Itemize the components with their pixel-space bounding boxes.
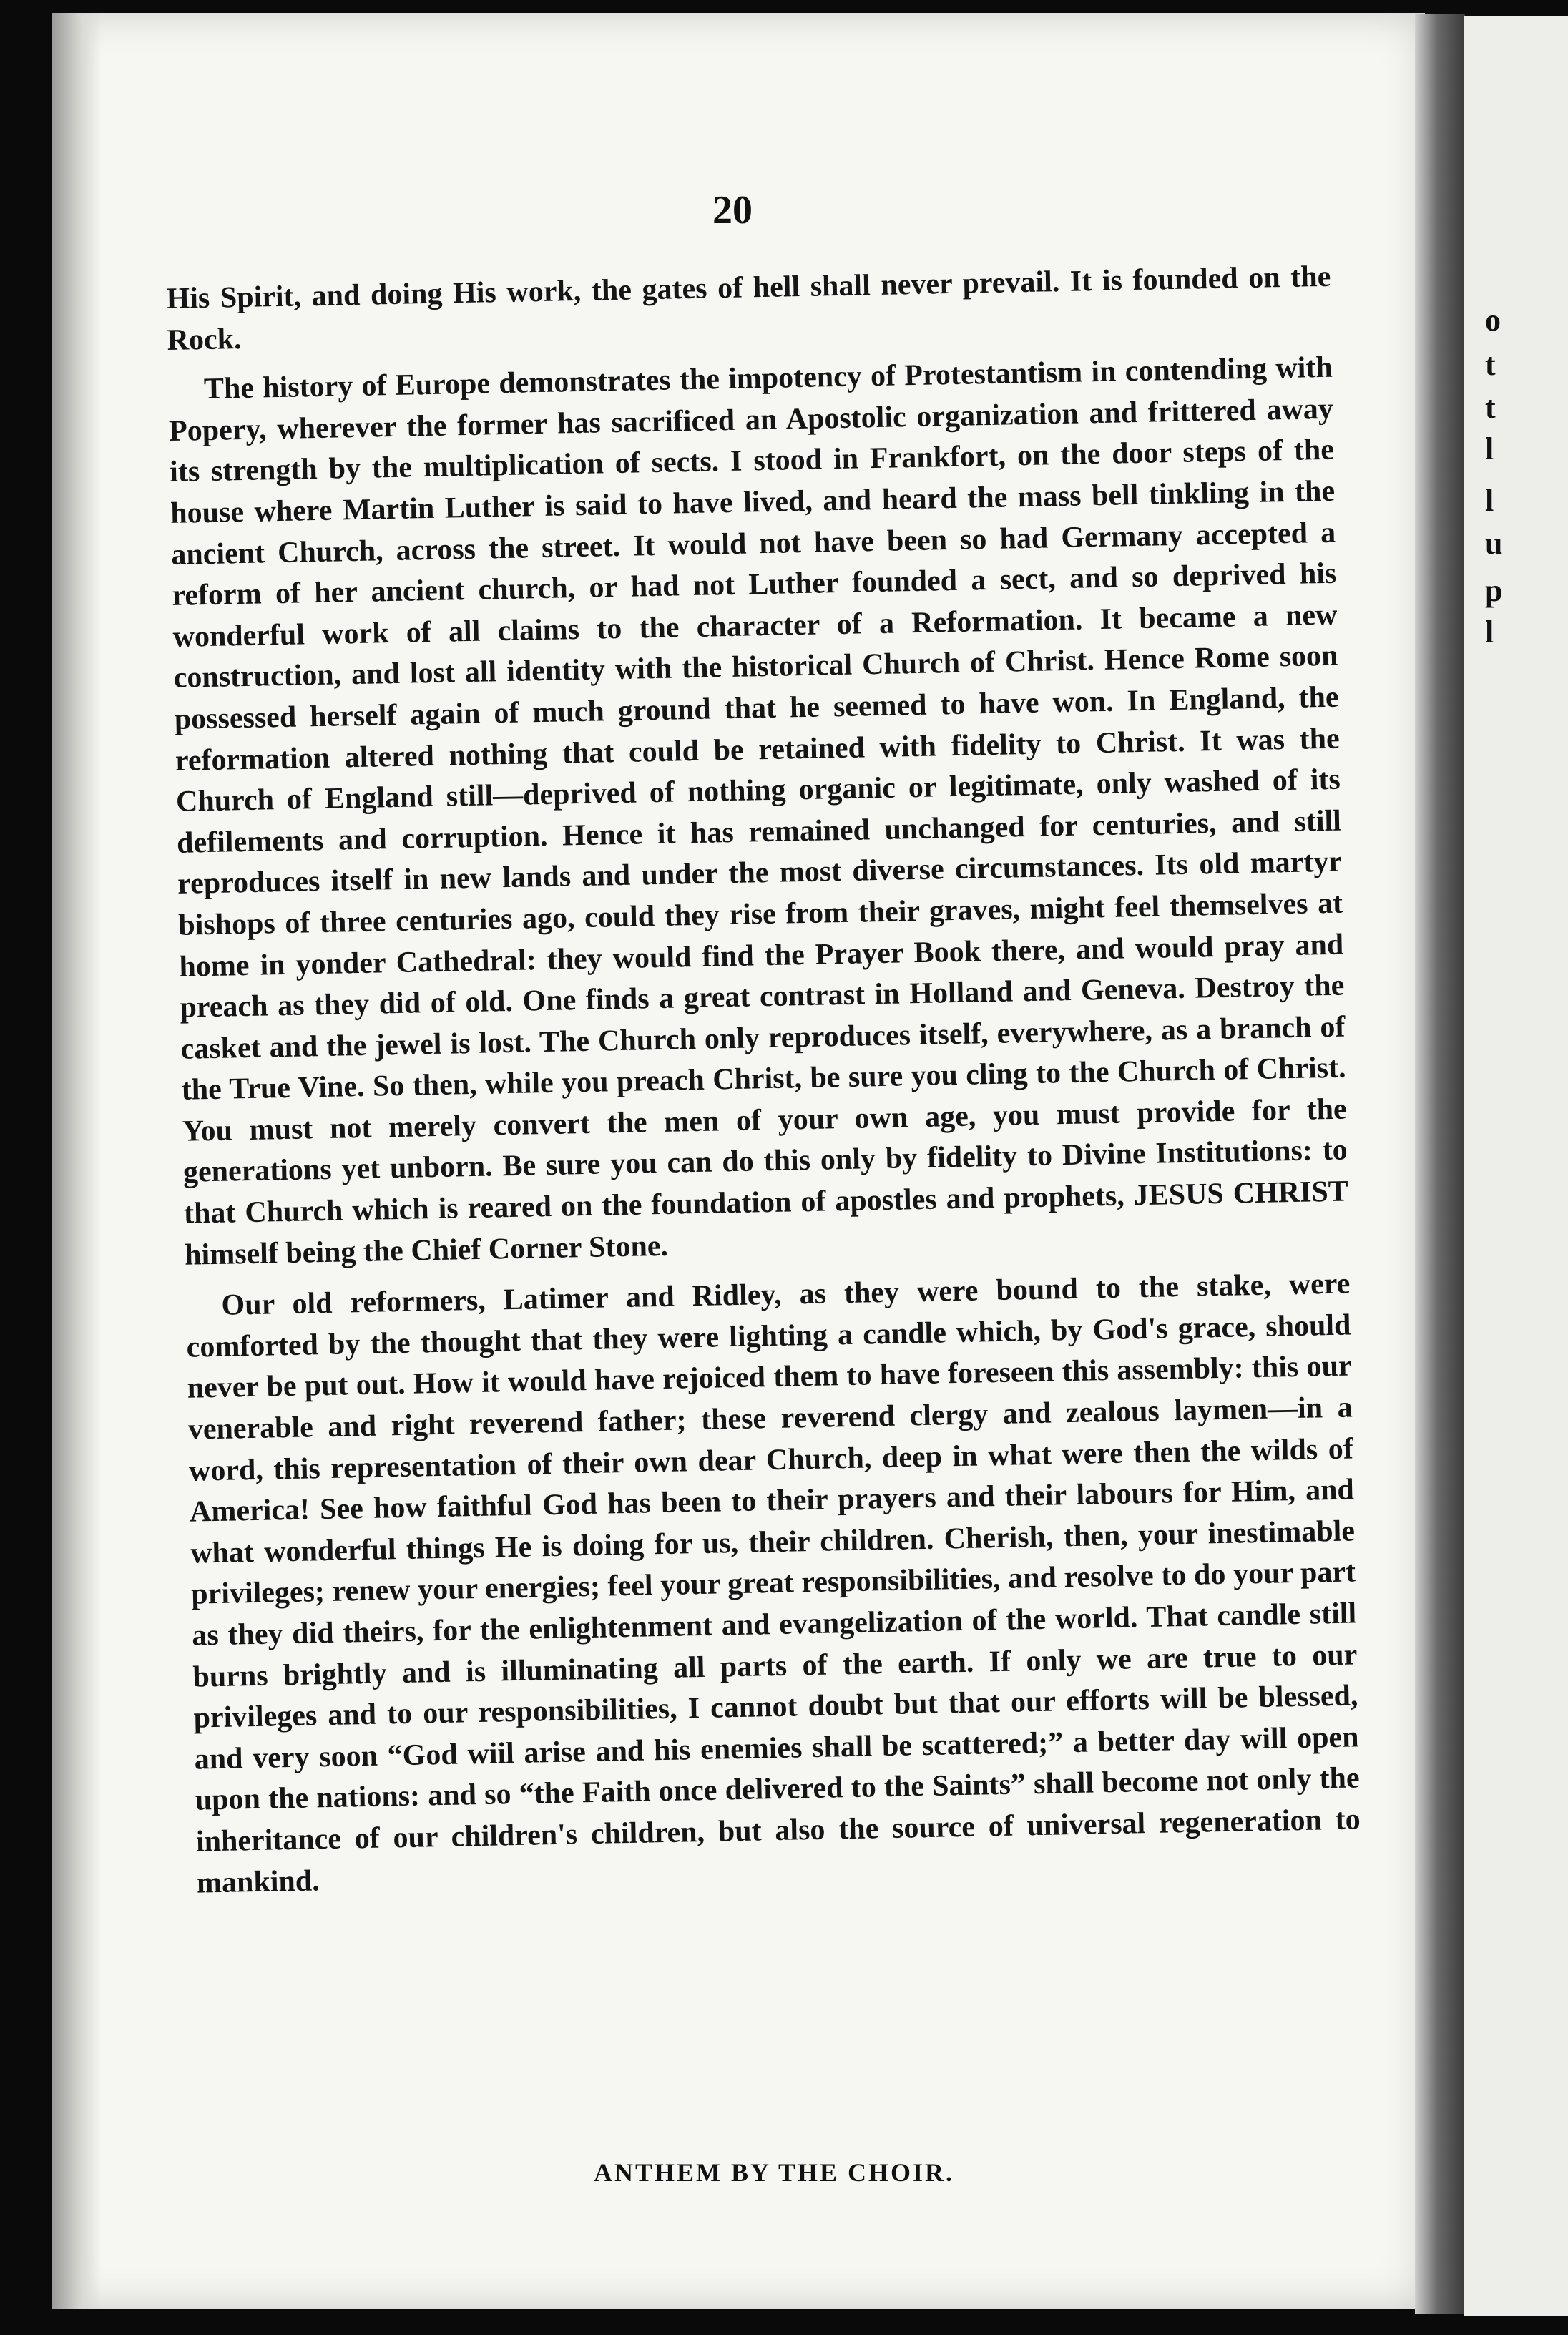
- paragraph: The history of Europe demonstrates the impotency of Protestantism in contending with Popery, wherever the former has sacrificed an Apostolic organization and frittered away its strength by the multiplication of sects. I stood in Frankfort, on the door steps of the house where Martin Luther is said to have lived, and heard the mass bell tinkling in the ancient Church, across the street. It would not have been so had Germany accepted a reform of her ancient church, or had not Luther founded a sect, and so deprived his wonderful work of all claims to the character of a Reformation. It became a new construction, and lost all identity with the historical Church of Christ. Hence Rome soon possessed herself again of much ground that he seemed to have won. In England, the reformation altered nothing that could be retained with fidelity to Christ. It was the Church of England still—deprived of nothing organic or legitimate, only washed of its defilements and corruption. Hence it has remained unchanged for centuries, and still reproduces itself in new lands and under the most diverse circumstances. Its old martyr bishops of three centuries ago, could they rise from their graves, might feel themselves at home in yonder Cathedral: they would find the Prayer Book there, and would pray and preach as they did of old. One finds a great contrast in Holland and Geneva. Destroy the casket and the jewel is lost. The Church only reproduces itself, everywhere, as a branch of the True Vine. So then, while you preach Christ, be sure you cling to the Church of Christ. You must not merely convert the men of your own age, you must provide for the generations yet unborn. Be sure you can do this only by fidelity to Divine Institutions: to that Church which is reared on the foundation of apostles and prophets, JESUS CHRIST himself being the Chief Corner Stone.: [168, 351, 1349, 1272]
- adjacent-page-letter: t: [1485, 347, 1496, 382]
- paragraph: Our old reformers, Latimer and Ridley, as they were bound to the stake, were comforted by the thought that they were lighting a candle which, by God's grace, should never be put out. How it would have rejoiced them to have foreseen this assembly: this our venerable and right reverend father; these reverend clergy and zealous laymen—in a word, this representation of their own dear Church, deep in what were then the wilds of America! See how faithful God has been to their prayers and their labours for Him, and what wonderful things He is doing for us, their children. Cherish, then, your inestimable privileges; renew your energies; feel your great responsibilities, and resolve to do your part as they did theirs, for the enlightenment and evangelization of the world. That candle still burns brightly and is illuminating all parts of the earth. If only we are true to our privileges and to our responsibilities, I cannot doubt but that our efforts will be blessed, and very soon “God wiil arise and his enemies shall be scattered;” a better day will open upon the nations: and so “the Faith once delivered to the Saints” shall become not only the inheritance of our children's children, but also the source of universal regeneration to mankind.: [186, 1267, 1361, 1900]
- body-text: [166, 257, 1361, 1904]
- adjacent-page-letter: l: [1485, 483, 1494, 518]
- adjacent-page-letter: l: [1485, 431, 1494, 466]
- adjacent-page-letter: t: [1485, 390, 1496, 425]
- binding-gutter: [1415, 14, 1465, 2314]
- adjacent-page-letter: u: [1485, 526, 1503, 561]
- paragraph: His Spirit, and doing His work, the gates of hell shall never prevail. It is founded on the Rock.: [166, 260, 1331, 357]
- adjacent-page: [1464, 16, 1568, 2316]
- adjacent-page-letter: l: [1485, 615, 1494, 650]
- page-number: 20: [712, 188, 753, 232]
- anthem-heading: ANTHEM BY THE CHOIR.: [594, 2158, 955, 2187]
- adjacent-page-letter: p: [1485, 573, 1503, 608]
- adjacent-page-letter: o: [1485, 303, 1501, 338]
- page-edge-shadow: [52, 13, 102, 2309]
